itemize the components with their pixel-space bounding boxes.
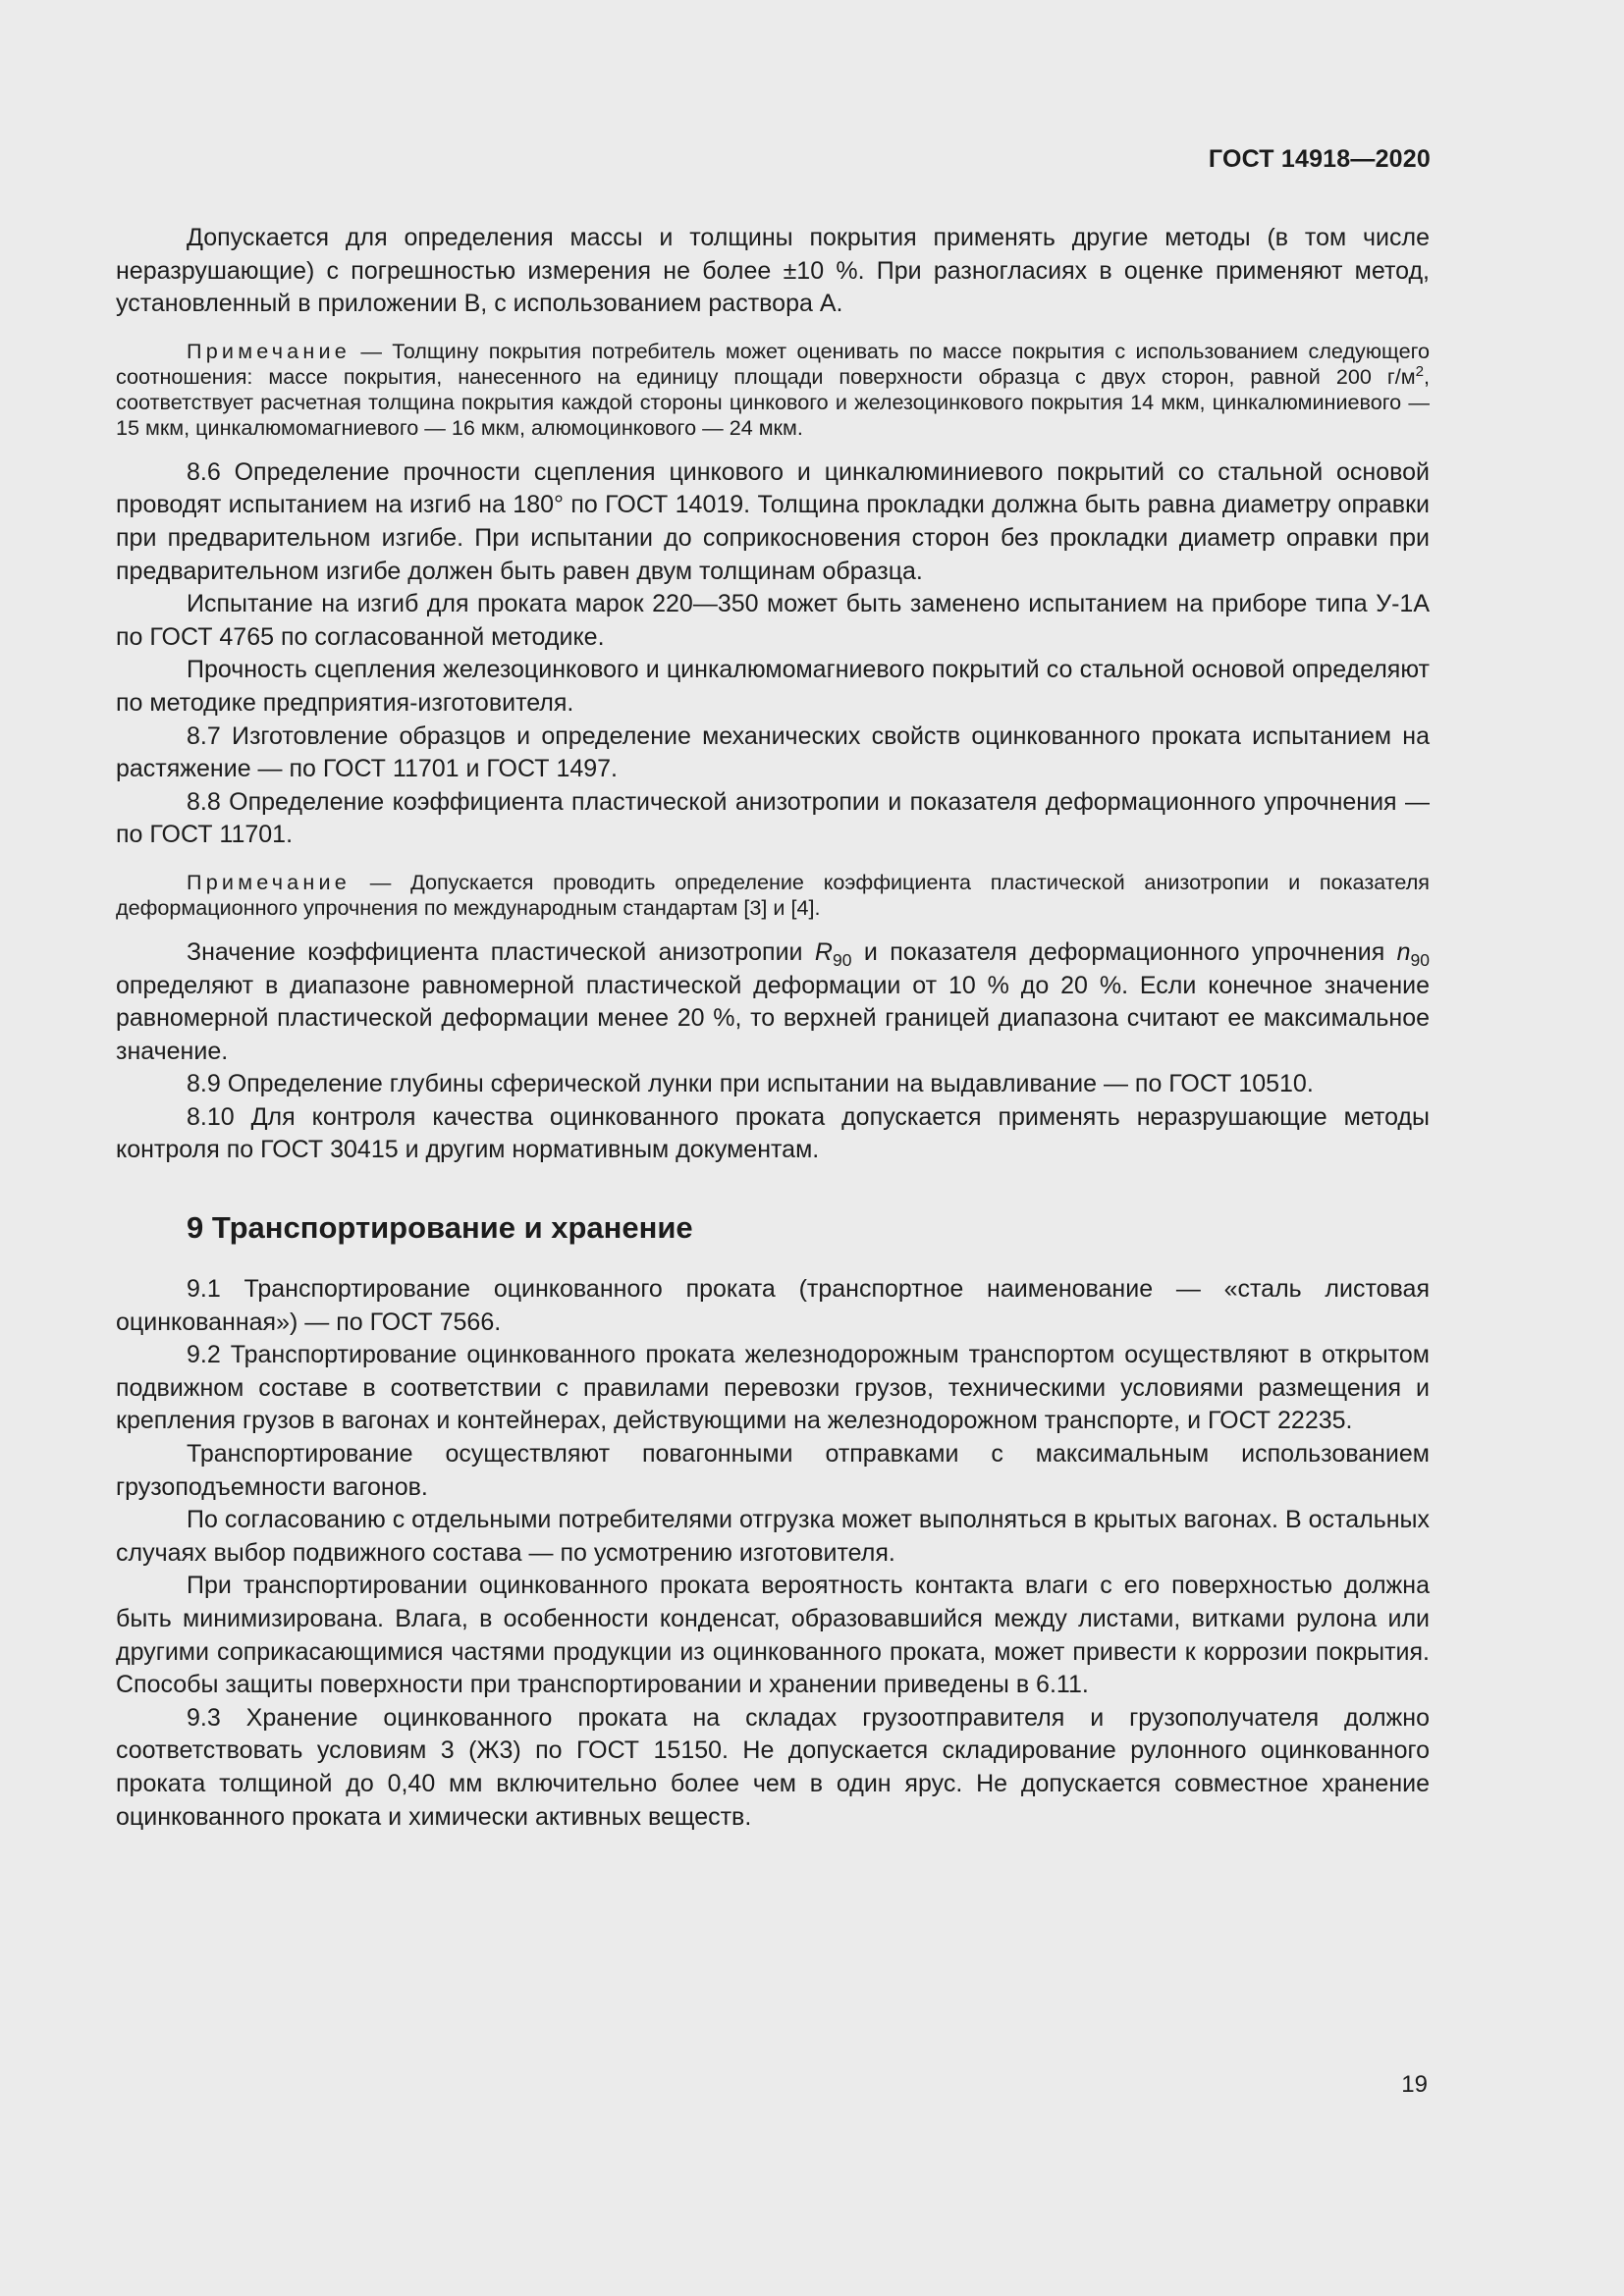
paragraph-9-1: 9.1 Транспортирование оцинкованного проката (транспортное наименование — «сталь листовая оцинкованная») — по ГОСТ 7566.	[116, 1275, 1430, 1336]
symbol-n: n	[1396, 937, 1411, 966]
paragraph-bend-test: Испытание на изгиб для проката марок 220—350 может быть заменено испытанием на приборе типа У-1А по ГОСТ 4765 по согласованной методике.	[116, 590, 1430, 651]
paragraph-covered-wagons: По согласованию с отдельными потребителями отгрузка может выполняться в крытых вагонах. В остальных случаях выбор подвижного состава — по усмотрению изготовителя.	[116, 1506, 1430, 1567]
text-fragment: определяют в диапазоне равномерной пластической деформации от 10 % до 20 %. Если конечное значение равномерной пластической деформации менее 20 %, то верхней границей диапазона считают ее максимальное значение.	[116, 971, 1430, 1065]
paragraph-methods: Допускается для определения массы и толщины покрытия применять другие методы (в том числе неразрушающие) с погрешностью измерения не более ±10 %. При разногласиях в оценке применяют метод, установленный в приложении В, с использованием раствора А.	[116, 224, 1430, 318]
section-title: 9 Транспортирование и хранение	[187, 1210, 693, 1246]
note-text-part1: — Толщину покрытия потребитель может оценивать по массе покрытия с использованием следующего соотношения: массе покрытия, нанесенного на единицу площади поверхности образца с двух сторон, равной 200 г/м	[116, 338, 1430, 389]
paragraph-8-9: 8.9 Определение глубины сферической лунки при испытании на выдавливание — по ГОСТ 10510.	[187, 1070, 1314, 1098]
note-text-part2: , соответствует расчетная толщина покрытия каждой стороны цинкового и железоцинкового покрытия 14 мкм, цинкалюминиевого — 15 мкм, цинкалюмомагниевого — 16 мкм, алюмоцинкового — 24 мкм.	[116, 363, 1430, 440]
subscript-90: 90	[832, 949, 852, 970]
document-code-header: ГОСТ 14918—2020	[1208, 145, 1431, 173]
text-fragment: и показателя деформационного упрочнения	[851, 937, 1397, 966]
symbol-r: R	[814, 937, 833, 966]
paragraph-anisotropy	[116, 936, 1430, 1068]
paragraph-8-8: 8.8 Определение коэффициента пластической анизотропии и показателя деформационного упрочнения — по ГОСТ 11701.	[116, 787, 1430, 849]
page-content	[116, 222, 1430, 1834]
paragraph-9-2: 9.2 Транспортирование оцинкованного проката железнодорожным транспортом осуществляют в открытом подвижном составе в соответствии с правилами перевозки грузов, техническими условиями размещения и крепления грузов в вагонах и контейнерах, действующими на железнодорожном транспорте, и ГОСТ 22235.	[116, 1341, 1430, 1435]
paragraph-8-7: 8.7 Изготовление образцов и определение механических свойств оцинкованного проката испытанием на растяжение — по ГОСТ 11701 и ГОСТ 1497.	[116, 721, 1430, 783]
text-fragment: Значение коэффициента пластической анизотропии	[187, 937, 815, 966]
paragraph-8-6: 8.6 Определение прочности сцепления цинкового и цинкалюминиевого покрытий со стальной основой проводят испытанием на изгиб на 180° по ГОСТ 14019. Толщина прокладки должна быть равна диаметру оправки при предварительном изгибе. При испытании до соприкосновения сторон без прокладки диаметр оправки при предварительном изгибе должен быть равен двум толщинам образца.	[116, 457, 1430, 585]
paragraph-moisture: При транспортировании оцинкованного проката вероятность контакта влаги с его поверхностью должна быть минимизирована. Влага, в особенности конденсат, образовавшийся между листами, витками рулона или другими соприкасающимися частями продукции из оцинкованного проката, может привести к коррозии покрытия. Способы защиты поверхности при транспортировании и хранении приведены в 6.11.	[116, 1572, 1430, 1699]
note-label: Примечание	[187, 338, 351, 363]
note-international-standards	[116, 870, 1430, 921]
note-text: — Допускается проводить определение коэффициента пластической анизотропии и показателя деформационного упрочнения по международным стандартам [3] и [4].	[116, 869, 1430, 920]
note-coating-thickness	[116, 339, 1430, 441]
page-number: 19	[1401, 2071, 1428, 2098]
paragraph-shipments: Транспортирование осуществляют повагонными отправками с максимальным использованием грузоподъемности вагонов.	[116, 1440, 1430, 1501]
note-label: Примечание	[187, 869, 351, 894]
paragraph-9-3: 9.3 Хранение оцинкованного проката на складах грузоотправителя и грузополучателя должно соответствовать условиям 3 (Ж3) по ГОСТ 15150. Не допускается складирование рулонного оцинкованного проката толщиной до 0,40 мм включительно более чем в один ярус. Не допускается совместное хранение оцинкованного проката и химически активных веществ.	[116, 1703, 1430, 1831]
note-superscript: 2	[1415, 362, 1424, 380]
subscript-90: 90	[1410, 949, 1431, 970]
paragraph-8-10: 8.10 Для контроля качества оцинкованного проката допускается применять неразрушающие методы контроля по ГОСТ 30415 и другим нормативным документам.	[116, 1102, 1430, 1164]
paragraph-adhesion: Прочность сцепления железоцинкового и цинкалюмомагниевого покрытий со стальной основой определяют по методике предприятия-изготовителя.	[116, 656, 1430, 717]
